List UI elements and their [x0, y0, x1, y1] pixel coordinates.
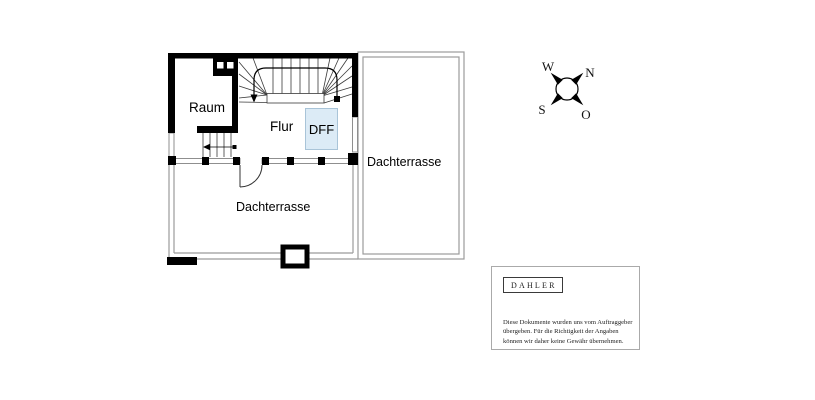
compass-west-label: W	[541, 59, 555, 74]
room-label-raum: Raum	[189, 100, 226, 115]
small-stair-arrow	[203, 144, 210, 150]
terrace-door	[240, 165, 262, 187]
terrace-chimney-symbol	[283, 247, 307, 266]
disclaimer-line: übergeben. Für die Richtigkeit der Angaben	[503, 328, 619, 336]
room-label-terrace-main: Dachterrasse	[236, 200, 311, 214]
stair-direction-arrow	[251, 95, 258, 103]
compass-north-label: N	[585, 65, 595, 80]
disclaimer-text	[503, 318, 635, 346]
small-stair-arrow-end	[233, 145, 237, 149]
room-label-terrace-right: Dachterrasse	[367, 155, 442, 169]
roof-window-dff	[305, 108, 338, 150]
brand-disclaimer-box	[491, 266, 640, 350]
room-label-dff: DFF	[308, 121, 335, 137]
shaft-symbol	[213, 58, 238, 76]
compass-east-label: O	[581, 107, 591, 122]
compass-rose	[551, 73, 584, 106]
disclaimer-line: können wir daher keine Gewähr übernehmen.	[503, 337, 624, 345]
dahler-logo: DAHLER	[503, 277, 563, 293]
room-label-flur: Flur	[270, 119, 294, 134]
walkline-end-dot	[334, 96, 340, 102]
disclaimer-line: Diese Dokumente wurden uns vom Auftraggeber	[503, 319, 633, 326]
compass-south-label: S	[538, 102, 546, 117]
